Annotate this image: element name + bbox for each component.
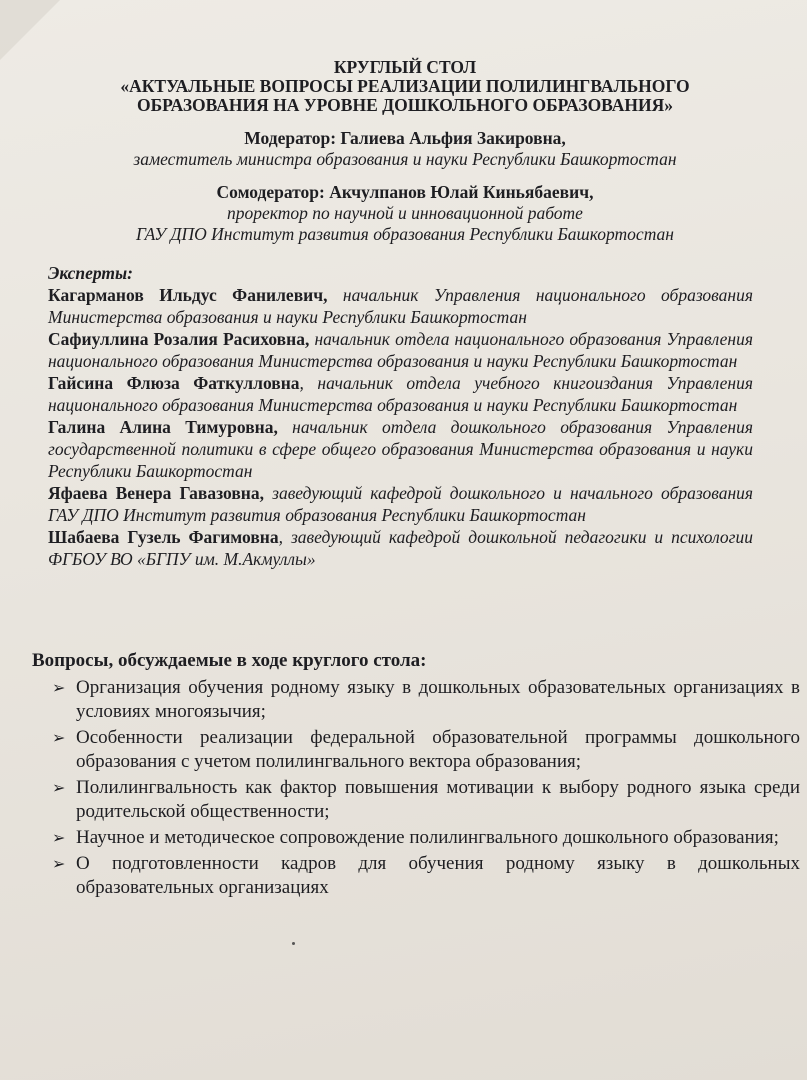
arrowhead-bullet-icon: ➢ [52, 830, 66, 847]
expert-entry [48, 372, 753, 416]
expert-name: Яфаева Венера Гавазовна, [48, 483, 264, 503]
expert-position: начальник отдела национального образования Управления национального образования Министерства образования и науки Республики Башкортостан [48, 329, 753, 371]
expert-position: , заведующий кафедрой дошкольной педагогики и психологии ФГБОУ ВО «БГПУ им. М.Акмуллы» [48, 527, 753, 569]
experts-title: Эксперты: [48, 263, 133, 283]
list-item [48, 852, 800, 900]
expert-position: начальник Управления национального образования Министерства образования и науки Республики Башкортостан [48, 285, 753, 327]
expert-entry [48, 416, 753, 482]
comoderator-position-2: ГАУ ДПО Институт развития образования Республики Башкортостан [136, 224, 674, 244]
comoderator-label: Сомодератор: Акчулпанов Юлай Киньябаевич, [216, 182, 594, 202]
expert-name: Гайсина Флюза Фаткулловна [48, 373, 300, 393]
question-text: Научное и методическое сопровождение полилингвального дошкольного образования; [76, 827, 779, 848]
question-text: Организация обучения родному языку в дошкольных образовательных организациях в условиях многоязычия; [76, 677, 800, 722]
expert-name: Сафиуллина Розалия Расиховна, [48, 329, 310, 349]
title-line-3: ОБРАЗОВАНИЯ НА УРОВНЕ ДОШКОЛЬНОГО ОБРАЗОВАНИЯ» [136, 95, 673, 115]
expert-entry [48, 482, 753, 526]
arrowhead-bullet-icon: ➢ [52, 730, 66, 747]
questions-title: Вопросы, обсуждаемые в ходе круглого стола: [32, 650, 427, 671]
question-text: Особенности реализации федеральной образовательной программы дошкольного образования с учетом полилингвального вектора образования; [76, 727, 800, 772]
list-item [48, 776, 800, 824]
moderator-block [60, 128, 750, 170]
paper-speck [292, 942, 295, 945]
expert-name: Галина Алина Тимуровна, [48, 417, 278, 437]
expert-position: , начальник отдела учебного книгоиздания Управления национального образования Министерства образования и науки Республики Башкортостан [48, 373, 753, 415]
expert-entry [48, 328, 753, 372]
moderator-position: заместитель министра образования и науки Республики Башкортостан [133, 149, 677, 169]
comoderator-position-1: проректор по научной и инновационной работе [227, 203, 583, 223]
expert-position: начальник отдела дошкольного образования Управления государственной политики в сфере общего образования Министерства образования и науки Республики Башкортостан [48, 417, 753, 481]
experts-block [48, 262, 753, 570]
title-line-2: «АКТУАЛЬНЫЕ ВОПРОСЫ РЕАЛИЗАЦИИ ПОЛИЛИНГВАЛЬНОГО [120, 76, 690, 96]
expert-position: заведующий кафедрой дошкольного и начального образования ГАУ ДПО Институт развития образования Республики Башкортостан [48, 483, 754, 525]
question-text: О подготовленности кадров для обучения родному языку в дошкольных образовательных организациях [76, 853, 800, 898]
title-line-1: КРУГЛЫЙ СТОЛ [333, 57, 477, 77]
list-item [48, 826, 800, 850]
arrowhead-bullet-icon: ➢ [52, 680, 66, 697]
moderator-label: Модератор: Галиева Альфия Закировна, [244, 128, 566, 148]
expert-name: Кагарманов Ильдус Фанилевич, [48, 285, 328, 305]
expert-name: Шабаева Гузель Фагимовна [48, 527, 279, 547]
comoderator-block [60, 182, 750, 245]
expert-entry [48, 284, 753, 328]
question-text: Полилингвальность как фактор повышения мотивации к выбору родного языка среди родительской общественности; [76, 777, 800, 822]
list-item [48, 676, 800, 724]
list-item [48, 726, 800, 774]
document-title [60, 58, 750, 115]
arrowhead-bullet-icon: ➢ [52, 780, 66, 797]
questions-list [48, 676, 800, 902]
expert-entry [48, 526, 753, 570]
arrowhead-bullet-icon: ➢ [52, 856, 66, 873]
